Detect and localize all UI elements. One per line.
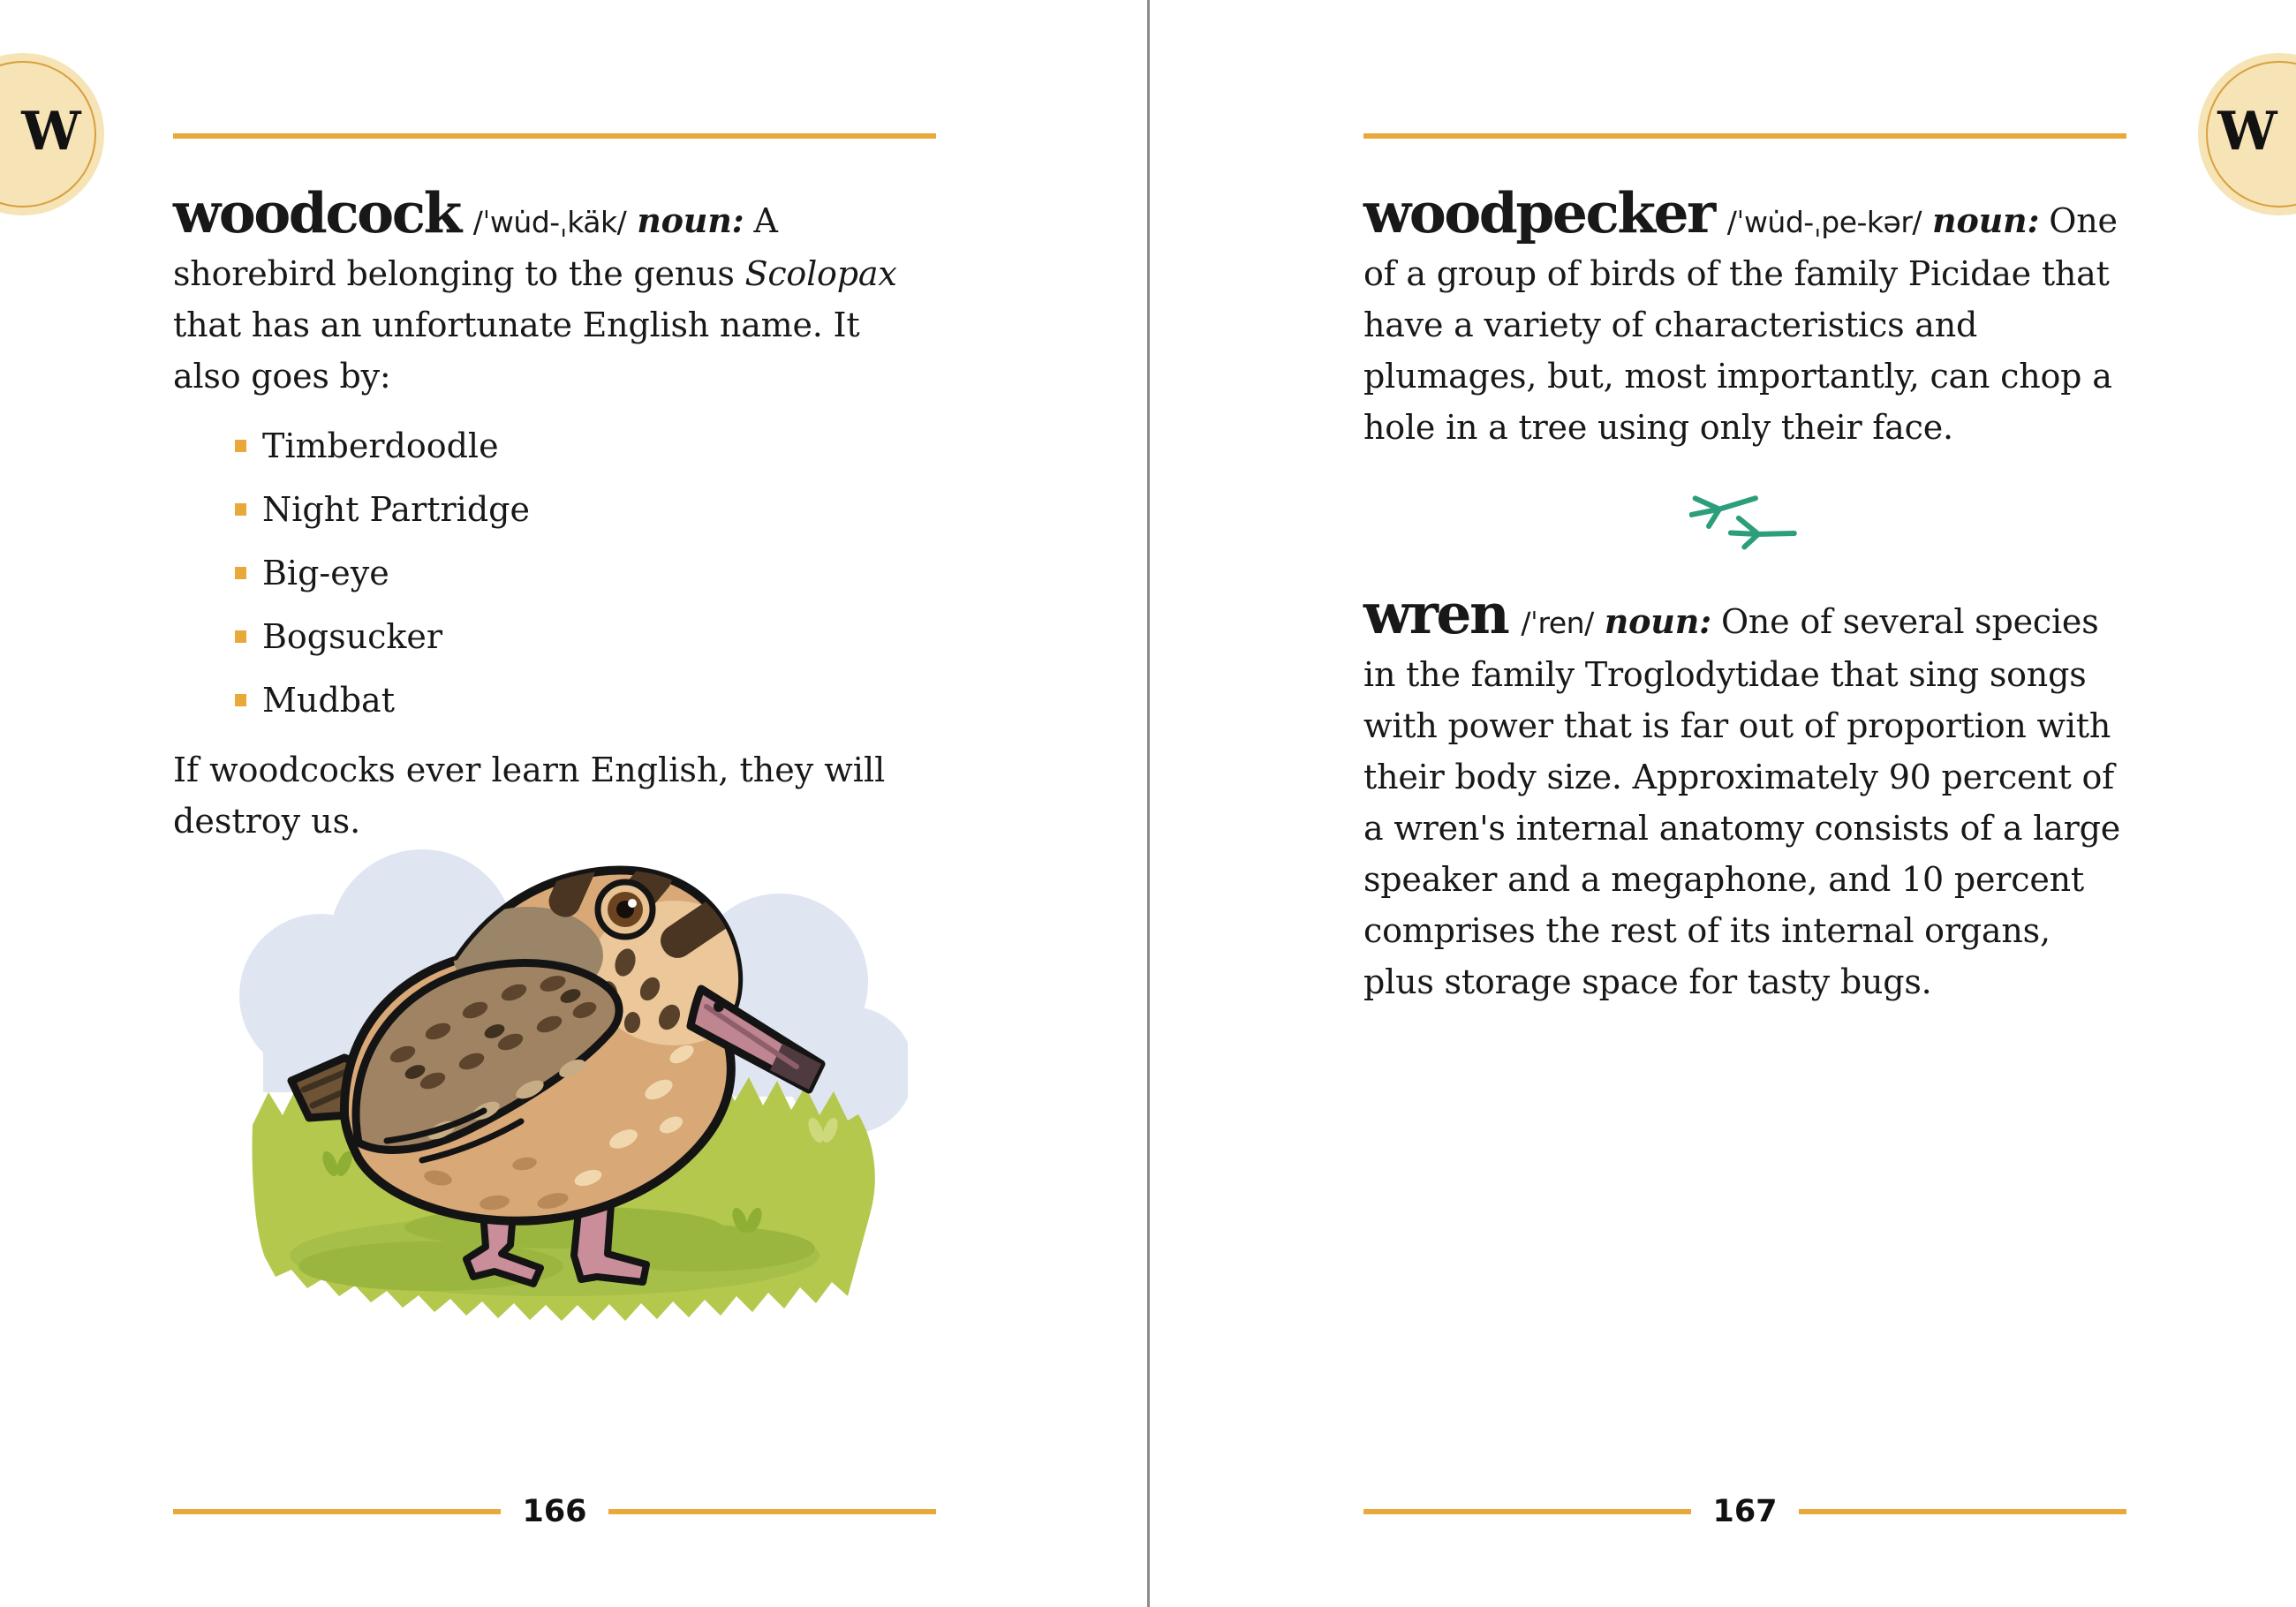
tab-letter: W [2217,101,2277,163]
definition-text: One of several species in the family Troglodytidae that sing songs with power that is far out of proportion with their body size. Approximately 90 percent of a wren's internal anatomy consists of a large speaker and a megaphone, and 10 percent comprises the rest of its internal organs, plus storage space for tasty bugs. [1363,602,2121,1001]
pronunciation: /ˈwu̇d-ˌkäk/ [472,205,627,239]
page-number: 167 [1712,1494,1778,1529]
alias-label: Timberdoodle [262,426,499,465]
footer-rule-right [608,1509,936,1514]
definition-text: that has an unfortunate English name. It also goes by: [173,306,860,396]
entry-lede [173,180,936,402]
headword: wren [1363,581,1508,646]
bullet-square-icon [235,630,246,643]
left-page [173,0,936,1607]
pronunciation: /ˈren/ [1521,606,1594,640]
bullet-square-icon [235,694,246,706]
alias-label: Night Partridge [262,490,530,529]
definition-text: A shorebird belonging to the genus [173,201,778,293]
footer-rule-right [1799,1509,2126,1514]
entry-wren [1363,581,2126,1007]
alias-item [235,426,936,465]
alias-item [235,554,936,592]
genus-name: Scolopax [744,254,897,293]
entry-woodcock [173,180,936,847]
definition-text: One of a group of birds of the family Picidae that have a variety of characteristics and plumages, but, most importantly, can chop a hole in a tree using only their face. [1363,201,2118,447]
page-footer [173,1494,936,1529]
woodcock-illustration [210,849,908,1326]
entry-closing: If woodcocks ever learn English, they will destroy us. [173,751,886,841]
alias-item [235,490,936,529]
bullet-square-icon [235,503,246,516]
alias-label: Big-eye [262,554,389,592]
alias-list [235,426,936,720]
part-of-speech: noun: [637,200,744,240]
bullet-square-icon [235,567,246,579]
alphabet-tab-left [0,53,104,215]
entry-lede [1363,581,2126,1007]
entry-lede [1363,180,2126,453]
page-divider [1147,0,1150,1607]
top-rule [173,133,936,139]
headword: woodcock [173,180,460,245]
part-of-speech: noun: [1604,601,1711,641]
alias-label: Bogsucker [262,617,443,656]
alias-item [235,681,936,720]
footer-rule-left [173,1509,501,1514]
alias-item [235,617,936,656]
pronunciation: /ˈwu̇d-ˌpe-kər/ [1726,205,1922,239]
top-rule [1363,133,2126,139]
part-of-speech: noun: [1932,200,2040,240]
tab-letter: W [21,101,81,163]
footer-rule-left [1363,1509,1691,1514]
page-footer [1363,1494,2126,1529]
alias-label: Mudbat [262,681,395,720]
right-page [1363,0,2126,1607]
alphabet-tab-right [2198,53,2296,215]
page-number: 166 [522,1494,587,1529]
bullet-square-icon [235,440,246,452]
entry-woodpecker [1363,180,2126,453]
headword: woodpecker [1363,180,1714,245]
bird-footprints-icon [1689,484,1801,569]
